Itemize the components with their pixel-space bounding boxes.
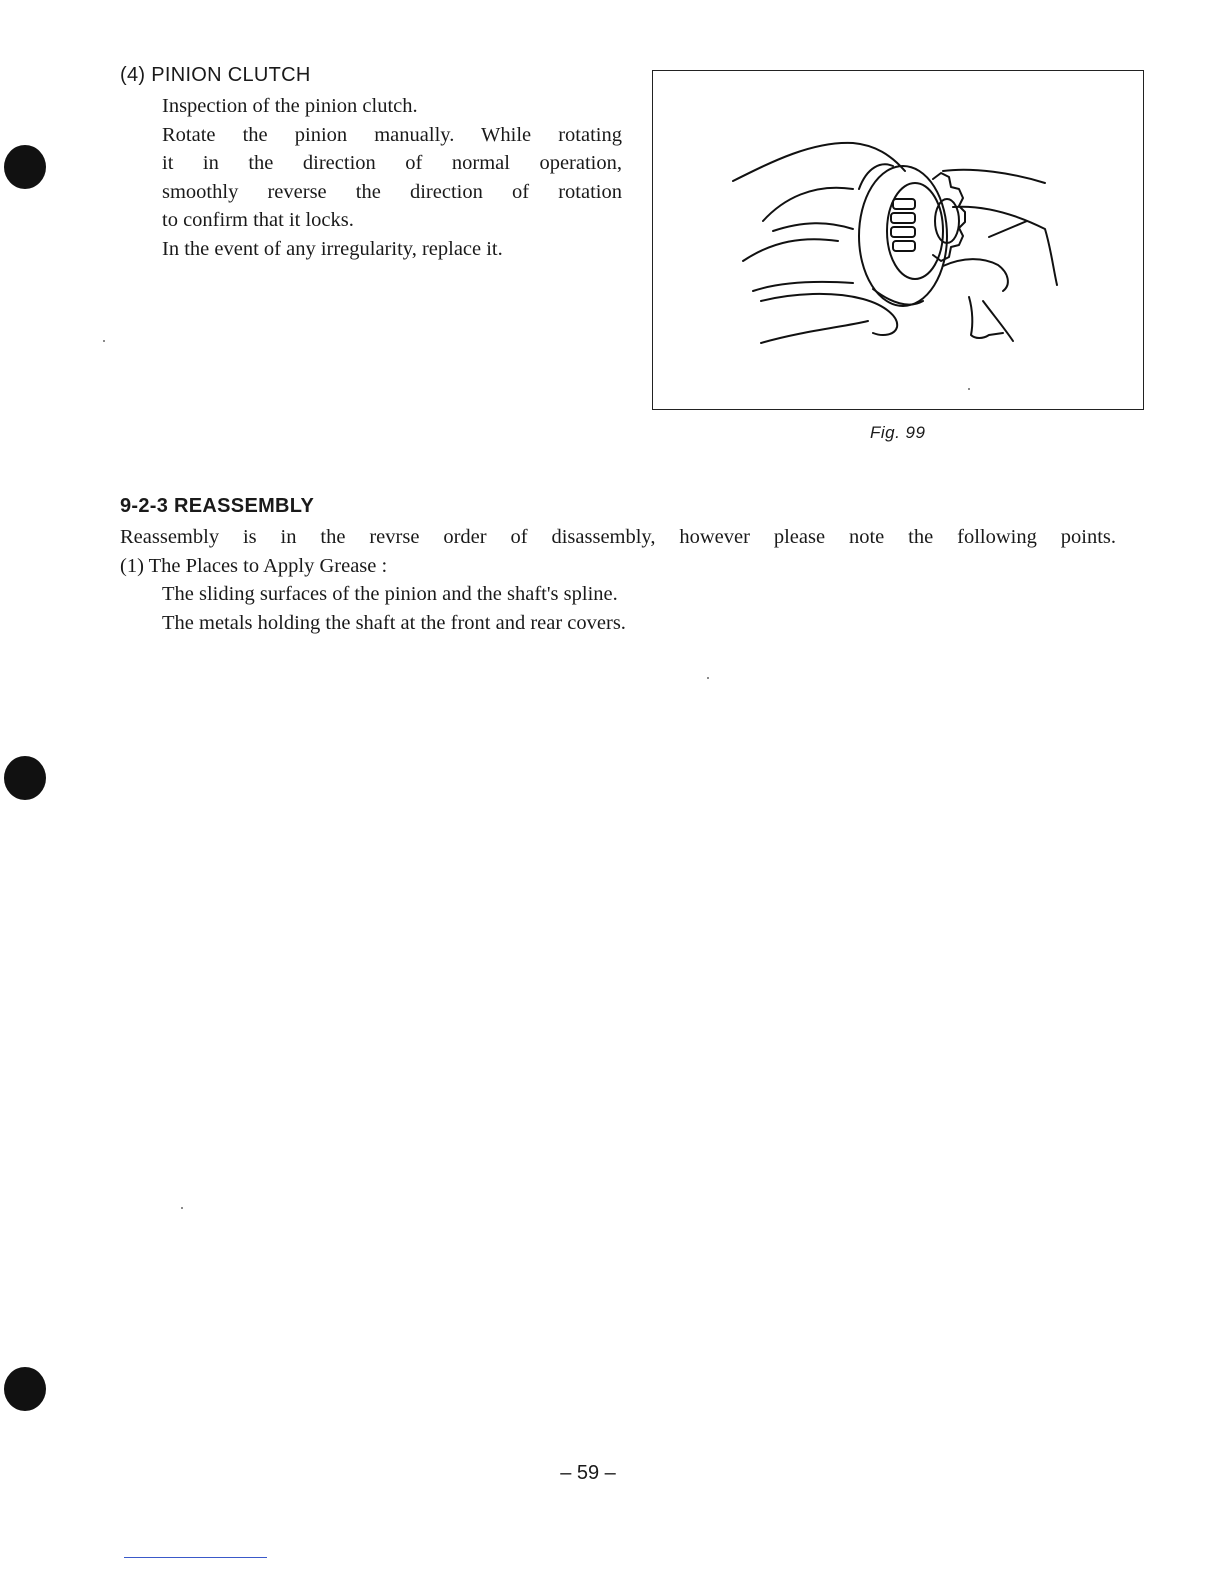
paragraph-line: Inspection of the pinion clutch. <box>162 95 418 117</box>
punch-hole-top <box>4 145 46 189</box>
reassembly-body <box>120 523 1116 637</box>
paragraph-line: Rotate the pinion manually. While rotating <box>162 123 622 146</box>
section-title-reassembly: 9-2-3 REASSEMBLY <box>120 495 315 517</box>
paragraph-line: to confirm that it locks. <box>162 209 354 232</box>
scan-speck <box>181 1207 183 1209</box>
scan-speck <box>968 388 970 390</box>
footer-rule <box>124 1557 267 1558</box>
hands-rotating-pinion-clutch-illustration <box>653 71 1143 409</box>
paragraph-line: In the event of any irregularity, replace it. <box>162 237 503 260</box>
reassembly-intro: Reassembly is in the revrse order of disassembly, however please note the following points. <box>120 526 1116 548</box>
page-number: – 59 – <box>560 1462 616 1484</box>
paragraph-line: it in the direction of normal operation, <box>162 152 622 175</box>
scan-speck <box>103 340 105 342</box>
scan-speck <box>707 677 709 679</box>
list-item-line: The metals holding the shaft at the front and rear covers. <box>162 611 626 634</box>
figure-frame <box>652 70 1144 410</box>
section-heading-pinion-clutch: (4) PINION CLUTCH <box>120 64 311 86</box>
figure-caption: Fig. 99 <box>870 423 926 442</box>
punch-hole-bottom <box>4 1367 46 1411</box>
punch-hole-middle <box>4 756 46 800</box>
paragraph-line: smoothly reverse the direction of rotation <box>162 180 622 203</box>
pinion-clutch-paragraph <box>162 92 622 264</box>
list-item-heading: (1) The Places to Apply Grease : <box>120 554 388 577</box>
list-item-line: The sliding surfaces of the pinion and the shaft's spline. <box>162 583 618 606</box>
